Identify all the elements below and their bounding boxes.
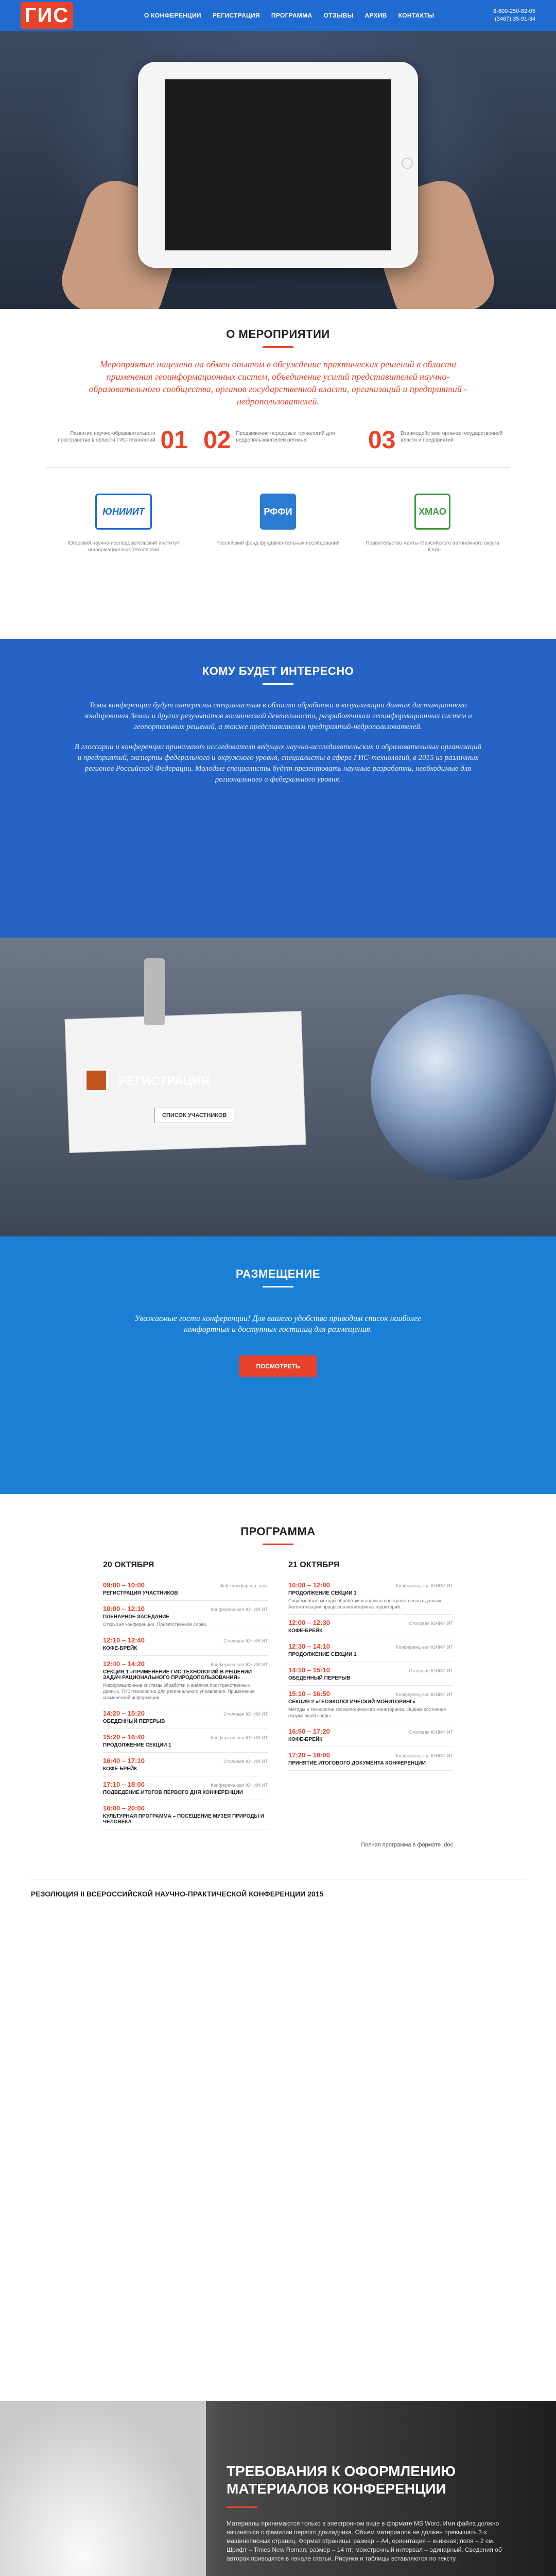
hero [0, 31, 556, 309]
slot-room: Столовая ЮНИИ ИТ [409, 1668, 453, 1673]
program-slot [288, 1662, 453, 1686]
about-title: О МЕРОПРИЯТИИ [226, 328, 330, 341]
requirements-title [227, 2463, 456, 2498]
slot-desc: Открытие конференции. Приветственное слово. [103, 1622, 207, 1627]
nav-about[interactable]: О КОНФЕРЕНЦИИ [144, 12, 201, 19]
slot-head [288, 1690, 453, 1698]
program-day-1 [103, 1561, 268, 1829]
program-slot [103, 1776, 268, 1800]
slot-head [103, 1581, 268, 1589]
goal-number: 01 [160, 427, 188, 454]
slot-room: Конференц-зал ЮНИИ ИТ [396, 1692, 453, 1697]
program-slot [103, 1601, 268, 1632]
organizer-caption: Югорский научно-исследовательский институт информационных технологий [67, 540, 180, 553]
requirements-title-line-1: ТРЕБОВАНИЯ К ОФОРМЛЕНИЮ [227, 2463, 456, 2479]
title-underline [263, 1286, 293, 1287]
slot-time: 12:00 – 12:30 [288, 1619, 330, 1626]
organizers-list [0, 488, 556, 553]
slot-room: Конференц-зал ЮНИИ ИТ [211, 1607, 268, 1612]
header-phone-1[interactable]: 8-800-250-82-05 [493, 8, 535, 14]
program-slot [103, 1729, 268, 1753]
tablet-screen [165, 79, 391, 250]
slot-room: Конференц-зал ЮНИИ ИТ [211, 1783, 268, 1788]
slot-desc: Информационные системы обработки и анализа пространственных данных. ГИС-технологии для регионального управления. Применение космической информации. [103, 1683, 255, 1700]
audience-paragraph-1: Темы конференции будут интересны специалистам в области обработки и визуализации данных дистанционного зондирования Земли и других результатов космической деятельности, разработчикам геоинформационных систем и геопортальных решений, а также представителям предприятий-недропользователей. [84, 701, 472, 731]
logo-text: ГИС [21, 2, 73, 29]
slot-title: РЕГИСТРАЦИЯ УЧАСТНИКОВ [103, 1590, 178, 1596]
slot-room: Столовая ЮНИИ ИТ [223, 1711, 268, 1717]
goals-list [0, 428, 556, 453]
title-underline [227, 2506, 257, 2508]
slot-time: 14:10 – 15:10 [288, 1666, 330, 1674]
program-slot [288, 1638, 453, 1662]
organizer-caption: Российский фонд фундаментальных исследований [216, 540, 340, 546]
slot-title: КОФЕ-БРЕЙК [103, 1646, 137, 1651]
day-slots [288, 1577, 453, 1771]
slot-head [288, 1727, 453, 1735]
program-day-2 [288, 1561, 453, 1829]
accommodation-text: Уважаемые гости конференции! Для вашего удобства приводим список наиболее комфортных и доступных гостиниц для размещения. [134, 1314, 422, 1334]
organizer-logo [211, 488, 345, 535]
slot-room: Конференц-зал ЮНИИ ИТ [396, 1583, 453, 1588]
slot-title: ПОДВЕДЕНИЕ ИТОГОВ ПЕРВОГО ДНЯ КОНФЕРЕНЦИИ [103, 1790, 243, 1795]
slot-title: ПРОДОЛЖЕНИЕ СЕКЦИИ 1 [103, 1742, 171, 1748]
nav-reviews[interactable]: ОТЗЫВЫ [323, 12, 354, 19]
goal-item [368, 428, 517, 453]
slot-room: Конференц-зал ЮНИИ ИТ [211, 1662, 268, 1667]
title-underline [263, 1544, 293, 1545]
slot-head [103, 1757, 268, 1765]
tablet-home-button [402, 158, 413, 169]
slot-head [103, 1636, 268, 1644]
goal-item [203, 428, 353, 453]
audience-section [0, 639, 556, 938]
organizer-logo [366, 488, 499, 535]
organizer-logo [57, 488, 190, 535]
slot-room: Конференц-зал ЮНИИ ИТ [396, 1753, 453, 1758]
nav-registration[interactable]: РЕГИСТРАЦИЯ [212, 12, 260, 19]
slot-time: 16:40 – 17:10 [103, 1757, 145, 1765]
goal-item [39, 428, 188, 453]
slot-title: ПРОДОЛЖЕНИЕ СЕКЦИИ 1 [288, 1590, 357, 1596]
program-slot [288, 1723, 453, 1747]
slot-time: 14:20 – 15:20 [103, 1709, 145, 1717]
logo[interactable] [21, 0, 88, 31]
slot-time: 12:30 – 14:10 [288, 1642, 330, 1650]
title-underline [263, 683, 293, 685]
requirements-title-line-2: МАТЕРИАЛОВ КОНФЕРЕНЦИИ [227, 2481, 446, 2497]
title-underline [263, 346, 293, 348]
slot-head [103, 1709, 268, 1717]
globe-image [371, 994, 556, 1180]
goal-text: Продвижение передовых технологий для недропользователей региона [236, 431, 335, 443]
slot-title: ОБЕДЕННЫЙ ПЕРЕРЫВ [103, 1719, 165, 1724]
slot-title: КОФЕ-БРЕЙК [288, 1737, 323, 1742]
about-text: Мероприятие нацелено на обмен опытом в обсуждение практических решений в области применения геоинформационных систем, объединение усилий представителей научно-образовательного сообщества, органов государственной власти, организаций и предприятий - недропользователей. [89, 359, 467, 406]
site-header [0, 0, 556, 31]
goal-number: 02 [203, 427, 231, 454]
nav-program[interactable]: ПРОГРАММА [271, 12, 312, 19]
program-slot [288, 1577, 453, 1615]
program-slot [103, 1577, 268, 1601]
slot-head [288, 1666, 453, 1674]
organizer-caption: Правительство Ханты-Мансийского автономного округа – Югры [366, 540, 499, 553]
day-title: 21 ОКТЯБРЯ [288, 1561, 340, 1569]
slot-time: 12:40 – 14:20 [103, 1660, 145, 1668]
organizer-logo-text: РФФИ [260, 494, 296, 530]
clipboard-clip [144, 958, 165, 1025]
slot-time: 10:00 – 12:00 [288, 1581, 330, 1589]
program-slot [103, 1800, 268, 1829]
about-section [0, 309, 556, 639]
nav-contacts[interactable]: КОНТАКТЫ [398, 12, 435, 19]
program-slot [103, 1753, 268, 1776]
slot-head [103, 1660, 268, 1668]
slot-room: Конференц-зал ЮНИИ ИТ [396, 1645, 453, 1650]
slot-title: КУЛЬТУРНАЯ ПРОГРАММА – ПОСЕЩЕНИЕ МУЗЕЯ ПРИРОДЫ И ЧЕЛОВЕКА [103, 1814, 265, 1825]
organizer-item[interactable] [211, 488, 345, 553]
slot-room: Фойе конференц-зала [219, 1583, 268, 1588]
program-slot [288, 1747, 453, 1771]
slot-title: ОБЕДЕННЫЙ ПЕРЕРЫВ [288, 1675, 351, 1681]
registration-section [0, 938, 556, 1236]
slot-desc: Методы и технологии геоэкологического мониторинга. Оценка состояния окружающей среды. [288, 1707, 446, 1718]
slot-title: СЕКЦИЯ 1 «ПРИМЕНЕНИЕ ГИС-ТЕХНОЛОГИЙ В РЕШЕНИИ ЗАДАЧ РАЦИОНАЛЬНОГО ПРИРОДОПОЛЬЗОВАНИЯ» [103, 1669, 252, 1681]
slot-room: Столовая ЮНИИ ИТ [223, 1638, 268, 1643]
audience-title: КОМУ БУДЕТ ИНТЕРЕСНО [202, 665, 354, 677]
tablet-image [138, 62, 418, 268]
slot-room: Столовая ЮНИИ ИТ [409, 1621, 453, 1626]
organizer-item[interactable] [366, 488, 499, 553]
main-nav [144, 12, 434, 19]
program-slot [103, 1705, 268, 1729]
registration-title: РЕГИСТРАЦИЯ [118, 1074, 210, 1088]
resolution-link[interactable]: РЕЗОЛЮЦИЯ II ВСЕРОССИЙСКОЙ НАУЧНО-ПРАКТИЧЕСКОЙ КОНФЕРЕНЦИИ 2015 [31, 1879, 525, 1898]
slot-head [103, 1804, 268, 1812]
slot-head [288, 1619, 453, 1626]
goal-number: 03 [368, 427, 396, 454]
slot-head [288, 1581, 453, 1589]
divider [46, 467, 510, 468]
goal-text: Взаимодействие органов государственной власти и предприятий [401, 431, 503, 443]
nav-archive[interactable]: АРХИВ [364, 12, 387, 19]
paper-stack-image [0, 2401, 206, 2576]
day-slots [103, 1577, 268, 1829]
accommodation-title: РАЗМЕЩЕНИЕ [236, 1267, 320, 1280]
slot-head [288, 1751, 453, 1759]
audience-paragraph-2: В глоссарии и конференции принимают исследователи ведущих научно-исследовательских и образовательных организаций и предприятий, эксперты федерального и окружного уровня, специалисты в сфере ГИС-технологий, в 2015 из различных регионов Российской Федерации. Молодые специалисты будут презентовать научные разработки, необходимые для регионального и федерального уровня. [74, 743, 482, 784]
slot-head [103, 1781, 268, 1788]
participants-list-button[interactable]: СПИСОК УЧАСТНИКОВ [154, 1108, 234, 1123]
slot-head [288, 1642, 453, 1650]
program-title: ПРОГРАММА [240, 1525, 316, 1538]
organizer-logo-text: ЮНИИИТ [95, 494, 152, 530]
organizer-logo-text: ХМАО [414, 494, 450, 530]
goal-text: Развитие научно-образовательного пространства в области ГИС-технологий [58, 431, 155, 443]
slot-title: ПЛЕНАРНОЕ ЗАСЕДАНИЕ [103, 1614, 169, 1620]
slot-time: 12:10 – 12:40 [103, 1636, 145, 1644]
slot-title: ПРОДОЛЖЕНИЕ СЕКЦИИ 1 [288, 1652, 357, 1657]
avatar-icon [85, 1069, 108, 1092]
view-hotels-button[interactable]: ПОСМОТРЕТЬ [239, 1355, 316, 1377]
slot-time: 10:00 – 12:10 [103, 1605, 145, 1613]
slot-title: ПРИНЯТИЕ ИТОГОВОГО ДОКУМЕНТА КОНФЕРЕНЦИИ [288, 1760, 426, 1766]
header-contacts [493, 8, 535, 23]
slot-title: КОФЕ-БРЕЙК [288, 1628, 323, 1634]
requirements-section [0, 2401, 556, 2576]
slot-head [103, 1605, 268, 1613]
slot-time: 15:10 – 16:50 [288, 1690, 330, 1698]
slot-room: Конференц-зал ЮНИИ ИТ [211, 1735, 268, 1740]
slot-time: 15:20 – 16:40 [103, 1733, 145, 1741]
accommodation-section [0, 1236, 556, 1494]
slot-room: Столовая ЮНИИ ИТ [409, 1730, 453, 1735]
day-title: 20 ОКТЯБРЯ [103, 1561, 154, 1569]
header-phone-2[interactable]: (3467) 35-91-34 [495, 16, 535, 22]
slot-desc: Современные методы обработки и анализа пространственных данных. Автоматизация процессов мониторинга территорий. [288, 1598, 443, 1609]
program-slot [103, 1632, 268, 1656]
program-columns [0, 1561, 556, 1829]
slot-title: СЕКЦИЯ 2 «ГЕОЭКОЛОГИЧЕСКИЙ МОНИТОРИНГ» [288, 1699, 416, 1705]
program-download-link[interactable]: Полная программа в формате .doc [361, 1842, 453, 1848]
slot-time: 17:10 – 18:00 [103, 1781, 145, 1788]
slot-time: 16:50 – 17:20 [288, 1727, 330, 1735]
program-slot [103, 1656, 268, 1705]
slot-room: Столовая ЮНИИ ИТ [223, 1759, 268, 1764]
slot-time: 17:20 – 18:00 [288, 1751, 330, 1759]
organizer-item[interactable] [57, 488, 190, 553]
slot-time: 18:00 – 20:00 [103, 1804, 145, 1812]
slot-title: КОФЕ-БРЕЙК [103, 1766, 137, 1772]
program-section [0, 1494, 556, 2401]
program-slot [288, 1615, 453, 1638]
audience-text [72, 700, 484, 785]
slot-time: 09:00 – 10:00 [103, 1581, 145, 1589]
requirements-text: Материалы принимаются только в электронном виде в формате MS Word. Имя файла должно начинаться с фамилии первого докладчика. Объем материалов не должен превышать 3-х машинописных страниц. Формат страницы: размер – А4, ориентация – книжная; поля – 2 см. Шрифт – Times New Roman; размер – 14 пт; межстрочный интервал – одинарный. Сведения об авторах приводятся в начале статьи. Рисунки и таблицы вставляются по тексту. [227, 2520, 502, 2562]
program-slot [288, 1686, 453, 1723]
slot-head [103, 1733, 268, 1741]
